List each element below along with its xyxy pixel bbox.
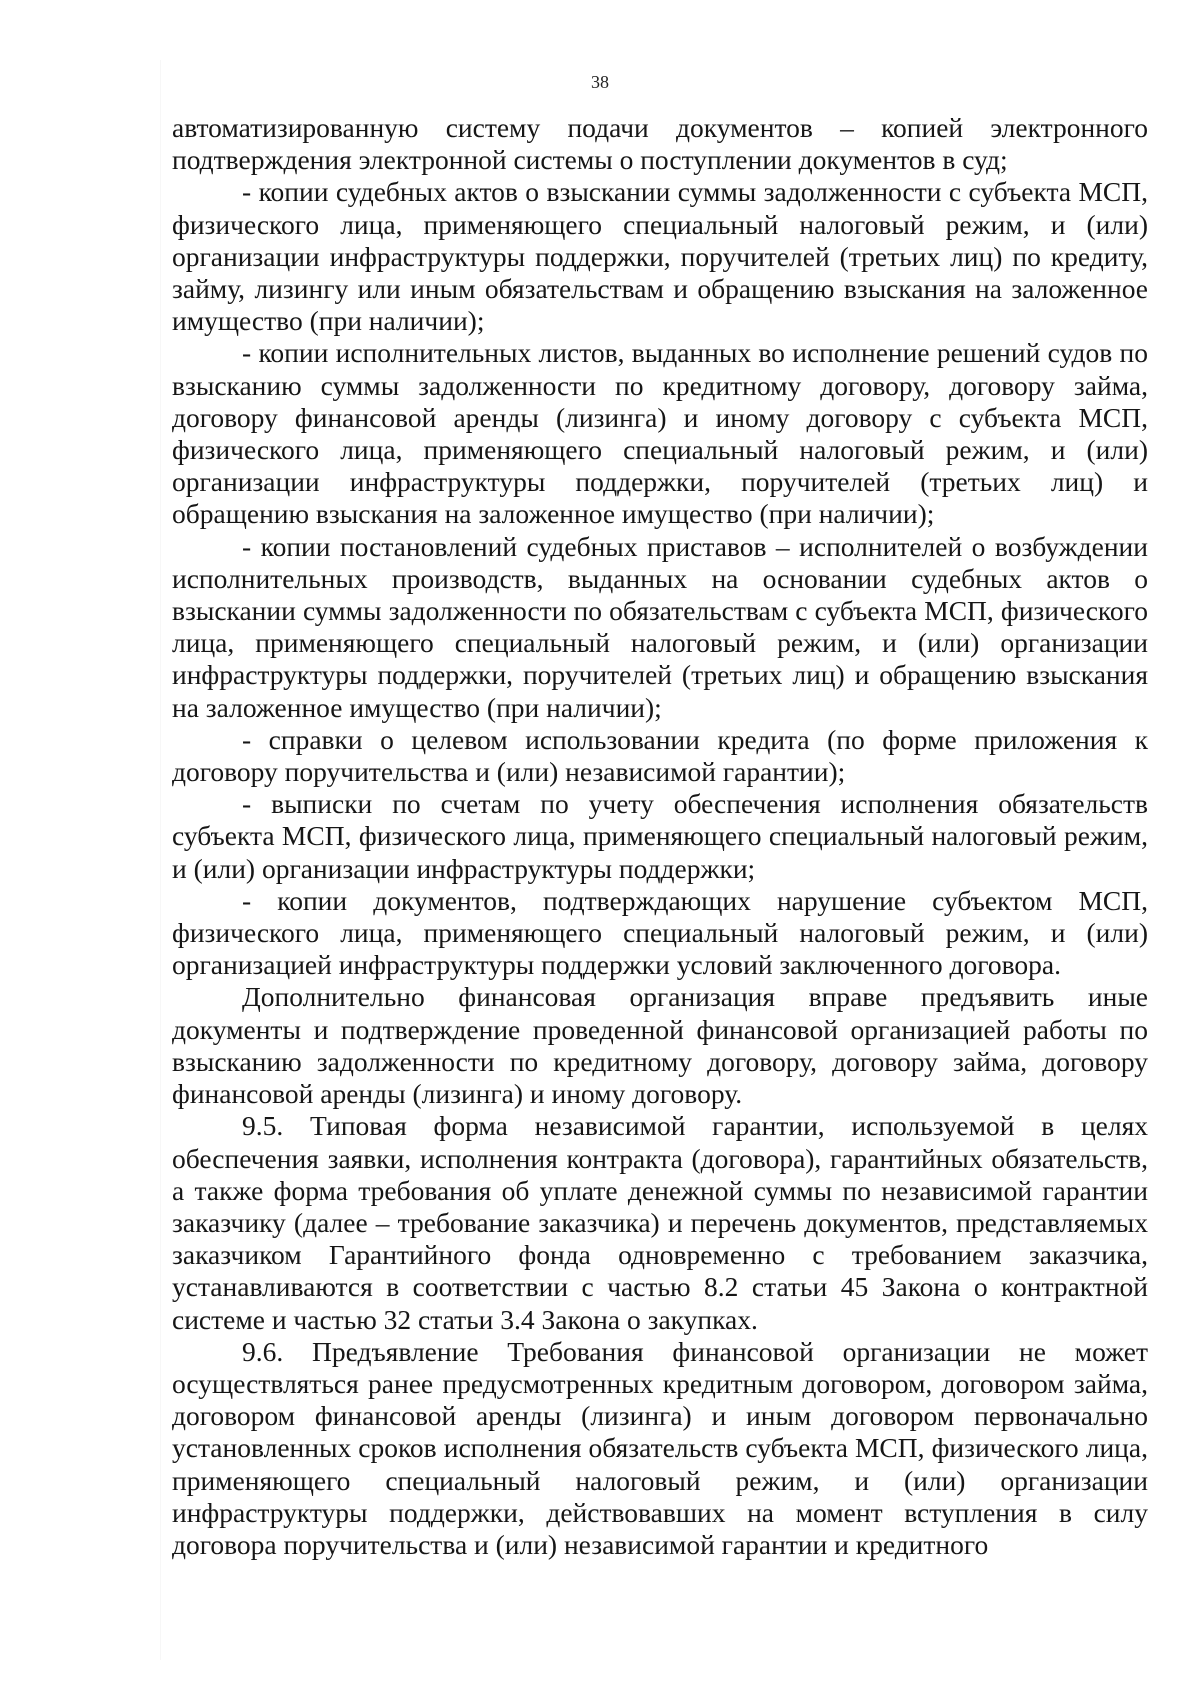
paragraph-continuation: автоматизированную систему подачи документов – копией электронного подтверждения электронной системы о поступлении документов в суд; — [172, 112, 1148, 176]
clause-9-6: 9.6. Предъявление Требования финансовой организации не может осуществляться ранее предусмотренных кредитным договором, договором займа, договором финансовой аренды (лизинга) и иным договором первоначально установленных сроков исполнения обязательств субъекта МСП, физического лица, применяющего специальный налоговый режим, и (или) организации инфраструктуры поддержки, действовавших на момент вступления в силу договора поручительства и (или) независимой гарантии и кредитного — [172, 1335, 1148, 1560]
list-item-credit-usage-certificate: - справки о целевом использовании кредита (по форме приложения к договору поручительства и (или) независимой гарантии); — [172, 723, 1148, 788]
list-item-writs-of-execution: - копии исполнительных листов, выданных во исполнение решений судов по взысканию суммы задолженности по кредитному договору, договору займа, договору финансовой аренды (лизинга) и иному договору с субъекта МСП, физического лица, применяющего специальный налоговый режим, и (или) организации инфраструктуры поддержки, поручителей (третьих лиц) и обращению взыскания на заложенное имущество (при наличии); — [172, 337, 1148, 530]
document-body — [172, 112, 1148, 1561]
clause-9-5: 9.5. Типовая форма независимой гарантии, используемой в целях обеспечения заявки, исполнения контракта (договора), гарантийных обязательств, а также форма требования об уплате денежной суммы по независимой гарантии заказчику (далее – требование заказчика) и перечень документов, представляемых заказчиком Гарантийного фонда одновременно с требованием заказчика, устанавливаются в соответствии с частью 8.2 статьи 45 Закона о контрактной системе и частью 32 статьи 3.4 Закона о закупках. — [172, 1110, 1148, 1335]
page-number: 38 — [591, 72, 609, 92]
list-item-violation-documents: - копии документов, подтверждающих нарушение субъектом МСП, физического лица, применяющего специальный налоговый режим, и (или) организацией инфраструктуры поддержки условий заключенного договора. — [172, 884, 1148, 981]
list-item-account-statements: - выписки по счетам по учету обеспечения исполнения обязательств субъекта МСП, физического лица, применяющего специальный налоговый режим, и (или) организации инфраструктуры поддержки; — [172, 788, 1148, 884]
list-item-bailiff-resolutions: - копии постановлений судебных приставов – исполнителей о возбуждении исполнительных производств, выданных на основании судебных актов о взыскании суммы задолженности по обязательствам с субъекта МСП, физического лица, применяющего специальный налоговый режим, и (или) организации инфраструктуры поддержки, поручителей (третьих лиц) и обращению взыскания на заложенное имущество (при наличии); — [172, 530, 1148, 723]
scan-edge-mark — [160, 60, 161, 1660]
list-item-court-acts: - копии судебных актов о взыскании суммы задолженности с субъекта МСП, физического лица, применяющего специальный налоговый режим, и (или) организации инфраструктуры поддержки, поручителей (третьих лиц) по кредиту, займу, лизингу или иным обязательствам и обращению взыскания на заложенное имущество (при наличии); — [172, 176, 1148, 337]
paragraph-additional-documents: Дополнительно финансовая организация вправе предъявить иные документы и подтверждение проведенной финансовой организацией работы по взысканию задолженности по кредитному договору, договору займа, договору финансовой аренды (лизинга) и иному договору. — [172, 981, 1148, 1110]
